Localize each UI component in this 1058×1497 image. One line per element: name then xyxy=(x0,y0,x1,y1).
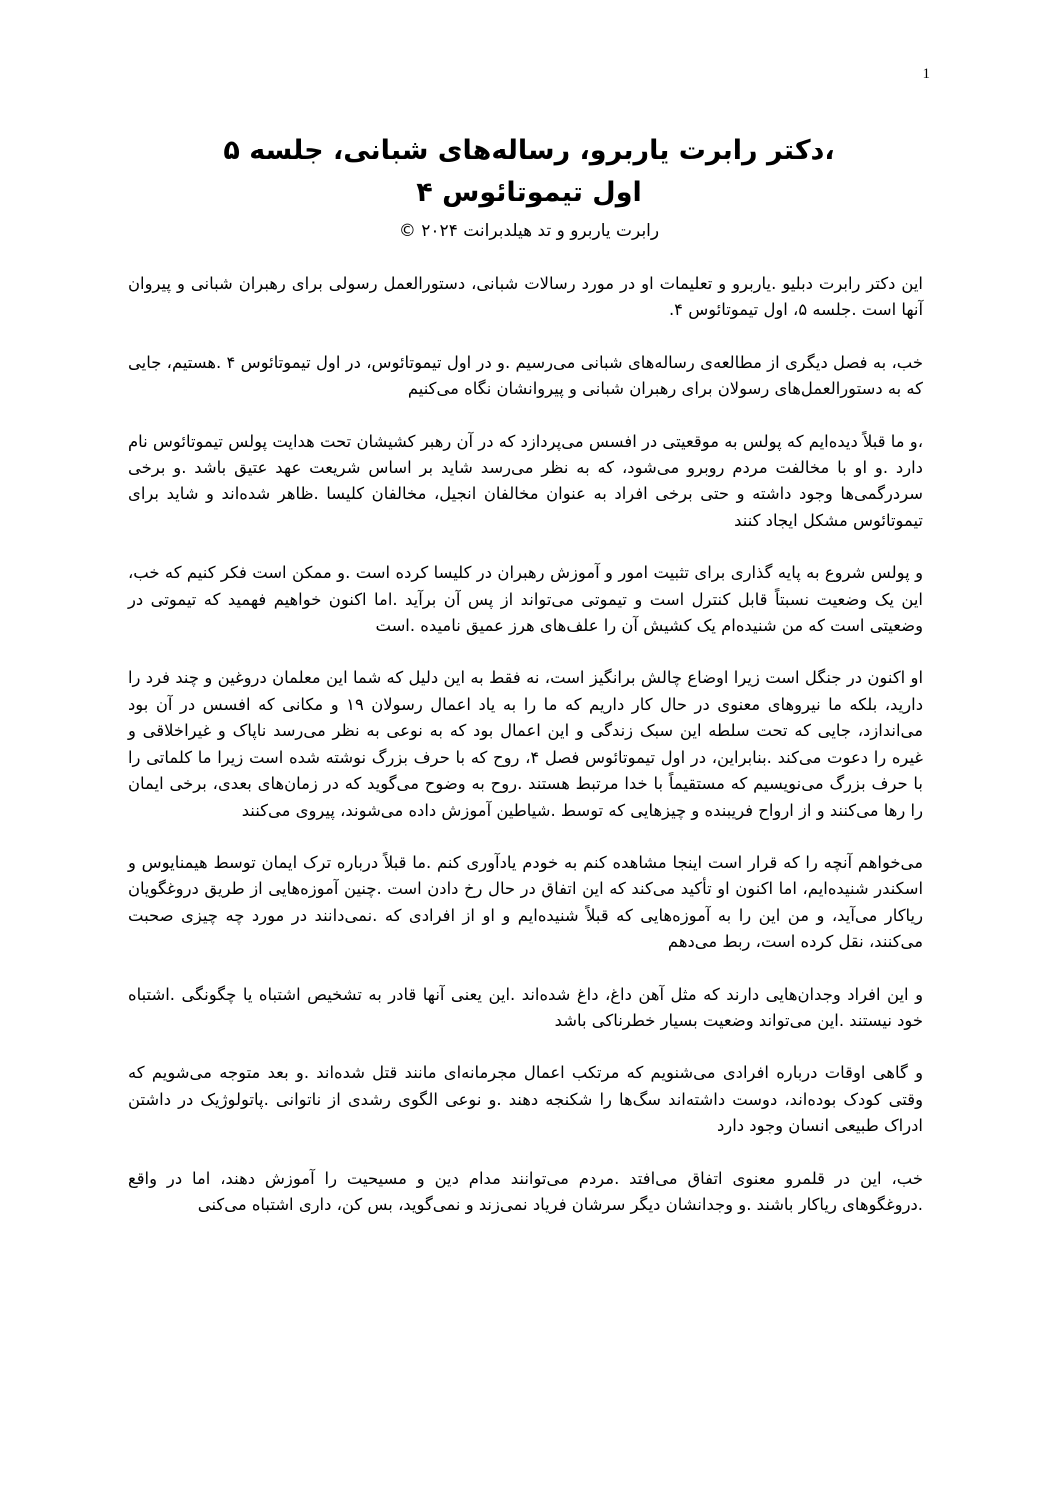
document-header xyxy=(128,130,930,246)
paragraph: و گاهی اوقات درباره افرادی می‌شنویم که مرتکب اعمال مجرمانه‌ای مانند قتل شده‌اند .و بعد متوجه می‌شویم که وقتی کودک بوده‌اند، دوست داشته‌اند سگ‌ها را شکنجه دهند .و نوعی الگوی رشدی از ناتوانی .پاتولوژیک در داشتن ادراک طبیعی انسان وجود دارد xyxy=(128,1063,923,1136)
paragraph: خب، این در قلمرو معنوی اتفاق می‌افتد .مردم می‌توانند مدام دین و مسیحیت را آموزش دهند، اما در واقع .دروغگوهای ریاکار باشند .و وجدانشان دیگر سرشان فریاد نمی‌زند و نمی‌گوید، بس کن، داری اشتباه می‌کنی xyxy=(128,1168,923,1214)
paragraph: و این افراد وجدان‌هایی دارند که مثل آهن داغ، داغ شده‌اند .این یعنی آنها قادر به تشخیص اشتباه یا چگونگی .اشتباه خود نیستند .این می‌تواند وضعیت بسیار خطرناکی باشد xyxy=(128,984,923,1030)
paragraph: خب، به فصل دیگری از مطالعه‌ی رساله‌های شبانی می‌رسیم .و در اول تیموتائوس، در اول تیموتائوس ۴ .هستیم، جایی که به دستورالعمل‌های رسولان برای رهبران شبانی و پیروانشان نگاه می‌کنیم xyxy=(128,352,923,399)
title-line-2: اول تیموتائوس ۴ xyxy=(416,177,642,208)
paragraph: ،و ما قبلاً دیده‌ایم که پولس به موقعیتی در افسس می‌پردازد که در آن رهبر کشیشان تحت هدایت پولس تیموتائوس نام دارد .و او با مخالفت مردم روبرو می‌شود، که به نظر می‌رسد شاید بر اساس شریعت عهد عتیق باشد .و برخی سردرگمی‌ها وجود داشته و حتی برخی افراد به عنوان مخالفان انجیل، مخالفان کلیسا .ظاهر شده‌اند و شاید برای تیموتائوس مشکل ایجاد کنند xyxy=(128,431,923,530)
copyright-line: رابرت یاربرو و تد هیلدبرانت ۲۰۲۴ © xyxy=(398,221,660,241)
paragraph: این دکتر رابرت دبلیو .یاربرو و تعلیمات او در مورد رسالات شبانی، دستورالعمل رسولی برای رهبران شبانی و پیروان آنها است .جلسه ۵، اول تیموتائوس ۴. xyxy=(128,274,923,320)
paragraph: و پولس شروع به پایه گذاری برای تثبیت امور و آموزش رهبران در کلیسا کرده است .و ممکن است فکر کنیم که خب، این یک وضعیت نسبتاً قابل کنترل است و تیموتی می‌تواند از پس آن برآید .اما اکنون خواهیم فهمید که تیموتی در وضعیتی است که من شنیده‌ام یک کشیش آن را علف‌های هرز عمیق نامیده .است xyxy=(128,563,923,636)
title-line-1: ،دکتر رابرت یاربرو، رساله‌های شبانی، جلسه ۵ xyxy=(223,135,835,166)
paragraph: می‌خواهم آنچه را که قرار است اینجا مشاهده کنم به خودم یادآوری کنم .ما قبلاً درباره ترک ایمان توسط هیمنایوس و اسکندر شنیده‌ایم، اما اکنون او تأکید می‌کند که این اتفاق در حال رخ دادن است .چنین آموزه‌هایی از طریق دروغگویان ریاکار می‌آید، و من این را به آموزه‌هایی که قبلاً شنیده‌ایم و او از افرادی که .نمی‌دانند در مورد چه چیزی صحبت می‌کنند، نقل کرده است، ربط می‌دهم xyxy=(128,852,923,952)
paragraph: او اکنون در جنگل است زیرا اوضاع چالش برانگیز است، نه فقط به این دلیل که شما این معلمان دروغین و چند فرد را دارید، بلکه ما نیروهای معنوی در حال کار داریم که ما را به یاد اعمال رسولان ۱۹ و مکانی که افسس در آن بود می‌اندازد، جایی که تحت سلطه این سبک زندگی و این اعمال بود که به نوعی به نظر می‌رسد ناپاک و غیراخلاقی و غیره را دعوت می‌کند .بنابراین، در اول تیموتائوس فصل ۴، روح که با حرف بزرگ نوشته شده است زیرا ما کلماتی را با حرف بزرگ می‌نویسیم که مستقیماً با خدا مرتبط هستند .روح به وضوح می‌گوید که در زمان‌های بعدی، برخی ایمان را رها می‌کنند و از ارواح فریبنده و چیزهایی که توسط .شیاطین آموزش داده می‌شوند، پیروی می‌کنند xyxy=(128,668,923,820)
document-body xyxy=(128,271,923,1244)
page-number: 1 xyxy=(922,66,930,82)
document-title xyxy=(128,130,930,214)
